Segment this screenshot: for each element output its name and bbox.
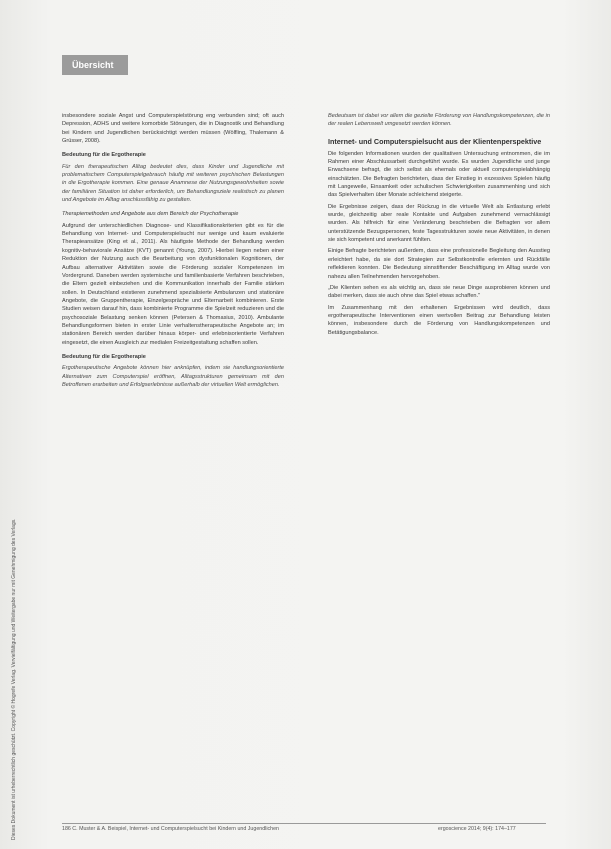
copyright-text: Dieses Dokument ist urheberrechtlich geschützt. Copyright © Hogrefe Verlag. Vervielfältigung und Weitergabe nur mit Genehmigung des Verlags. <box>11 518 17 840</box>
section-heading-client-perspective: Internet- und Computerspielsucht aus der Klientenperspektive <box>328 136 542 146</box>
box-text-ergotherapy-2: Ergotherapeutische Angebote können hier anknüpfen, indem sie handlungsorientierte Alternativen zum Computerspiel eröffnen, Alltagsstrukturen gemeinsam mit den Betroffenen erarbeiten und Erfolgserlebnisse außerhalb der virtuellen Welt ermöglichen. <box>62 365 284 388</box>
footer-journal-info: ergoscience 2014; 9(4): 174–177 <box>438 826 516 832</box>
subheading-therapy-methods: Therapiemethoden und Angebote aus dem Bereich der Psychotherapie <box>62 211 239 218</box>
right-column <box>328 112 550 812</box>
footer-citation: 186 C. Muster & A. Beispiel, Internet- und Computerspielsucht bei Kindern und Jugendlichen <box>62 826 280 832</box>
right-body-paragraph-3: Einige Befragte berichteten außerdem, dass eine professionelle Begleitung den Ausstieg erleichtert habe, da sie dort Strategien zur Selbstkontrolle erlernten und Rückfälle reflektieren konnten. Die Bedeutung sinnstiftender Beschäftigung im Alltag wurde von nahezu allen Teilnehmenden hervorgehoben. <box>328 248 550 280</box>
box-title-ergotherapy-2: Bedeutung für die Ergotherapie <box>62 353 146 360</box>
client-quote: „Die Klienten sehen es als wichtig an, dass sie neue Dinge ausprobieren können und dabei merken, dass sie auch ohne das Spiel etwas schaffen." <box>328 284 550 300</box>
box-title-ergotherapy-1: Bedeutung für die Ergotherapie <box>62 152 146 159</box>
footer-rule <box>62 823 546 824</box>
right-body-paragraph-4: Im Zusammenhang mit den erhaltenen Ergebnissen wird deutlich, dass ergotherapeutische Interventionen einen wertvollen Beitrag zur Behandlung leisten können, insbesondere durch die Förderung von Handlungskompetenzen und Betätigungsbalance. <box>328 304 550 336</box>
copyright-side-note <box>5 60 17 840</box>
left-column <box>62 112 284 812</box>
right-body-paragraph-2: Die Ergebnisse zeigen, dass der Rückzug in die virtuelle Welt als Entlastung erlebt wurde, gleichzeitig aber reale Kontakte und Aufgaben zunehmend vernachlässigt wurden. Als hilfreich für eine Veränderung beschrieben die Befragten vor allem unterstützende Bezugspersonen, feste Tagesstrukturen sowie neue Aktivitäten, in denen sie sich kompetent und anerkannt fühlten. <box>328 203 550 244</box>
left-body-paragraph: Aufgrund der unterschiedlichen Diagnose- und Klassifikationskriterien gibt es für die Behandlung von Internet- und Computerspielsucht nur wenige und kaum evaluierte Therapieansätze (King et al., 2011). Als häufigste Methode der Behandlung werden kognitiv-behaviorale Ansätze (KVT) genannt (Young, 2007). Hierbei liegen neben einer Reduktion der Nutzung auch die Bearbeitung von dysfunktionalen Kognitionen, der Aufbau alternativer Aktivitäten sowie die Förderung sozialer Kompetenzen im Vordergrund. Daneben werden systemische und familienbasierte Verfahren beschrieben, die Eltern gezielt einbeziehen und die Kommunikation innerhalb der Familie stärken sollen. In Deutschland existieren zunehmend spezialisierte Ambulanzen und stationäre Angebote, die Gruppentherapie, Einzelgespräche und Elternarbeit kombinieren. Erste Studien weisen darauf hin, dass kombinierte Programme die Spielzeit reduzieren und die psychosoziale Belastung senken können (Petersen & Thomasius, 2010). Ambulante Behandlungsformen bieten in erster Linie verhaltenstherapeutische Angebote an; im stationären Bereich werden darüber hinaus körper- und erlebnisorientierte Verfahren eingesetzt, die einen Ausgleich zur medialen Freizeitgestaltung schaffen sollen. <box>62 222 284 346</box>
left-intro-paragraph: insbesondere soziale Angst und Computerspielstörung eng verbunden sind; oft auch Depression, ADHS und weitere komorbide Störungen, die in Diagnostik und Behandlung bei Kindern und Jugendlichen berücksichtigt werden müssen (Wölfling, Thalemann & Grüsser, 2008). <box>62 113 284 145</box>
box-text-ergotherapy-1: Für den therapeutischen Alltag bedeutet dies, dass Kinder und Jugendliche mit problematischem Computerspielgebrauch häufig mit weiteren psychischen Belastungen in die Ergotherapie kommen. Eine genaue Anamnese der Nutzungsgewohnheiten sowie der familiären Situation ist daher erforderlich, um Behandlungsziele realistisch zu planen und Angebote im Alltag anschlussfähig zu gestalten. <box>62 163 284 204</box>
right-intro-paragraph: Bedeutsam ist dabei vor allem die gezielte Förderung von Handlungskompetenzen, die in der realen Lebenswelt umgesetzt werden können. <box>328 113 550 128</box>
section-label: Übersicht <box>62 55 128 75</box>
right-body-paragraph-1: Die folgenden Informationen wurden der qualitativen Untersuchung entnommen, die im Rahmen einer Abschlussarbeit durchgeführt wurde. Es wurden Jugendliche und junge Erwachsene befragt, die sich selbst als ehemals oder aktuell computerspielabhängig einschätzten. Die Befragten berichteten, dass der Einstieg in exzessives Spielen häufig mit Langeweile, Einsamkeit oder schulischen Schwierigkeiten zusammenhing und sich das Spielverhalten über Monate schleichend steigerte. <box>328 150 550 199</box>
